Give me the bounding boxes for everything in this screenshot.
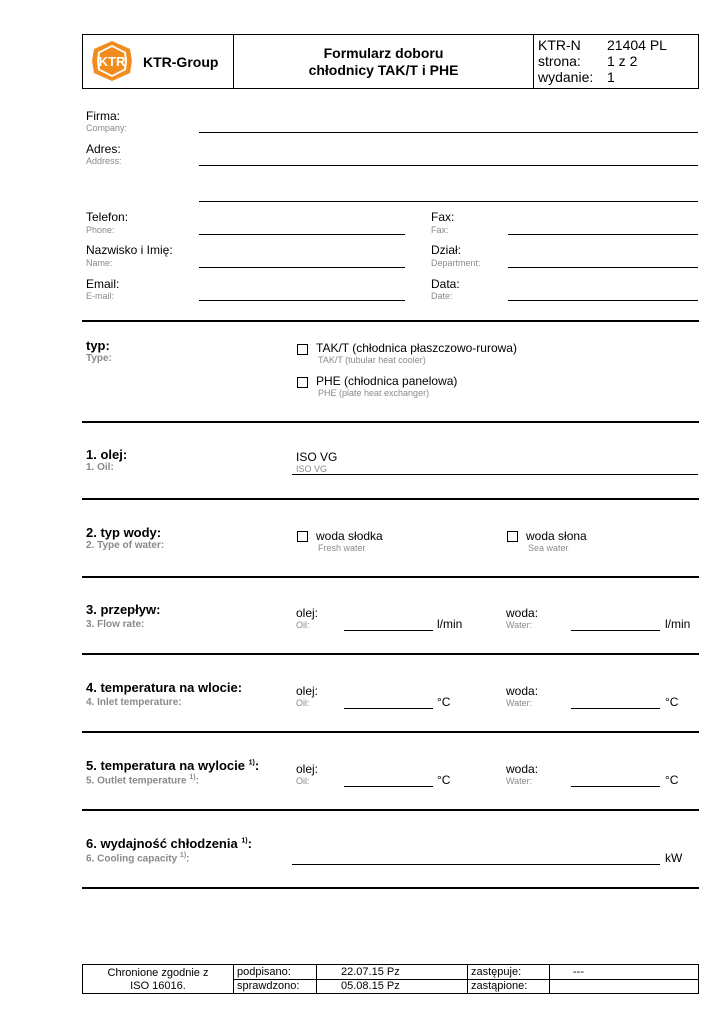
type-sub: Type: [86, 353, 112, 364]
email-sub: E-mail: [86, 291, 115, 301]
iso-note: Chronione zgodnie z ISO 16016. [83, 965, 234, 993]
flow-water-unit: l/min [665, 617, 691, 631]
doc-val: 21404 PL [607, 37, 667, 53]
section-divider [82, 576, 699, 578]
footnote-mark: 1) [189, 774, 196, 781]
oil-iso-label: ISO VG [296, 450, 338, 464]
flow-oil-sub: Oil: [296, 620, 310, 630]
capacity-unit: kW [665, 851, 683, 865]
title-line-2: chłodnicy TAK/T i PHE [308, 61, 459, 78]
outlet-oil-label: olej: [296, 762, 319, 776]
type-tak-checkbox[interactable] [297, 344, 308, 355]
flow-water-field[interactable] [571, 630, 660, 631]
type-phe-sub: PHE (plate heat exchanger) [318, 388, 430, 398]
checked-key: sprawdzono: [237, 980, 300, 992]
fresh-water-sub: Fresh water [318, 543, 366, 553]
section-divider [82, 498, 699, 500]
phone-sub: Phone: [86, 225, 115, 235]
fax-field[interactable] [508, 234, 698, 235]
page-key: strona: [538, 53, 581, 69]
fax-sub: Fax: [431, 225, 449, 235]
document-header [82, 34, 699, 89]
oil-label: 1. olej: [86, 447, 128, 462]
capacity-field[interactable] [292, 864, 660, 865]
flow-label: 3. przepływ: [86, 602, 161, 617]
company-sub: Company: [86, 123, 128, 133]
outlet-water-sub: Water: [506, 776, 533, 786]
inlet-oil-field[interactable] [344, 708, 433, 709]
inlet-water-label: woda: [506, 684, 539, 698]
type-label: typ: [86, 338, 110, 353]
email-label: Email: [86, 277, 120, 291]
footnote-mark: 1) [241, 837, 248, 845]
outlet-water-label: woda: [506, 762, 539, 776]
inlet-water-field[interactable] [571, 708, 660, 709]
section-divider [82, 887, 699, 889]
sea-water-checkbox[interactable] [507, 531, 518, 542]
phone-label: Telefon: [86, 210, 129, 224]
address-sub: Address: [86, 156, 122, 166]
replaces-key: zastępuje: [471, 966, 522, 978]
page-val: 1 z 2 [607, 53, 638, 69]
signed-key: podpisano: [237, 966, 291, 978]
date-label: Data: [431, 277, 460, 291]
checked-val: 05.08.15 Pz [341, 980, 400, 992]
type-tak-label: TAK/T (chłodnica płaszczowo-rurowa) [316, 341, 517, 355]
name-sub: Name: [86, 258, 113, 268]
fresh-water-checkbox[interactable] [297, 531, 308, 542]
type-phe-checkbox[interactable] [297, 377, 308, 388]
section-divider [82, 731, 699, 733]
section-divider [82, 809, 699, 811]
flow-oil-unit: l/min [437, 617, 463, 631]
flow-sub: 3. Flow rate: [86, 619, 145, 630]
footer-row-divider [234, 979, 698, 980]
company-label: Firma: [86, 109, 120, 123]
form-title [234, 35, 534, 88]
date-sub: Date: [431, 291, 453, 301]
ktr-logo-icon [91, 40, 133, 82]
department-sub: Department: [431, 258, 481, 268]
inlet-label: 4. temperatura na wlocie: [86, 680, 243, 695]
department-field[interactable] [508, 267, 698, 268]
oil-iso-sub: ISO VG [296, 464, 328, 474]
brand-name: KTR-Group [143, 54, 219, 70]
sea-water-label: woda słona [526, 529, 587, 543]
inlet-oil-label: olej: [296, 684, 319, 698]
footer-col-divider [549, 965, 550, 993]
oil-sub: 1. Oil: [86, 462, 114, 473]
logo-cell [83, 35, 234, 88]
inlet-oil-sub: Oil: [296, 698, 310, 708]
type-tak-sub: TAK/T (tubular heat cooler) [318, 355, 426, 365]
company-field[interactable] [199, 132, 698, 133]
flow-oil-field[interactable] [344, 630, 433, 631]
sea-water-sub: Sea water [528, 543, 569, 553]
inlet-water-unit: °C [665, 695, 679, 709]
outlet-oil-sub: Oil: [296, 776, 310, 786]
department-label: Dział: [431, 243, 462, 257]
water-sub: 2. Type of water: [86, 540, 165, 551]
outlet-label: 5. temperatura na wylocie $^{1)}$: [86, 758, 260, 773]
section-divider [82, 653, 699, 655]
outlet-oil-field[interactable] [344, 786, 433, 787]
doc-info [534, 35, 700, 88]
title-line-1: Formularz doboru [323, 44, 444, 61]
oil-iso-field[interactable] [292, 474, 698, 475]
outlet-oil-unit: °C [437, 773, 451, 787]
type-phe-label: PHE (chłodnica panelowa) [316, 374, 458, 388]
name-field[interactable] [199, 267, 405, 268]
phone-field[interactable] [199, 234, 405, 235]
outlet-water-field[interactable] [571, 786, 660, 787]
replaces-val: --- [573, 966, 584, 978]
flow-water-label: woda: [506, 606, 539, 620]
signed-val: 22.07.15 Pz [341, 966, 400, 978]
footer-col-divider [467, 965, 468, 993]
edition-key: wydanie: [538, 69, 594, 85]
email-field[interactable] [199, 300, 405, 301]
doc-key: KTR-N [538, 37, 581, 53]
fax-label: Fax: [431, 210, 455, 224]
capacity-sub: 6. Cooling capacity $^{1)}$: [86, 852, 190, 865]
fresh-water-label: woda słodka [316, 529, 383, 543]
section-divider [82, 320, 699, 322]
outlet-water-unit: °C [665, 773, 679, 787]
section-divider [82, 421, 699, 423]
name-label: Nazwisko i Imię: [86, 243, 173, 257]
inlet-oil-unit: °C [437, 695, 451, 709]
address-field-1[interactable] [199, 165, 698, 166]
address-field-2[interactable] [199, 201, 698, 202]
footer-col-divider [316, 965, 317, 993]
edition-val: 1 [607, 69, 615, 85]
footnote-mark: 1) [248, 759, 255, 767]
flow-oil-label: olej: [296, 606, 319, 620]
flow-water-sub: Water: [506, 620, 533, 630]
replaced-key: zastąpione: [471, 980, 528, 992]
footnote-mark: 1) [179, 852, 187, 859]
outlet-sub: 5. Outlet temperature $^{1)}$: [86, 774, 199, 787]
document-footer [82, 964, 699, 994]
capacity-label: 6. wydajność chłodzenia $^{1)}$: [86, 836, 252, 851]
inlet-sub: 4. Inlet temperature: [86, 697, 182, 708]
address-label: Adres: [86, 142, 121, 156]
inlet-water-sub: Water: [506, 698, 533, 708]
logo-text: KTR [98, 54, 126, 69]
date-field[interactable] [508, 300, 698, 301]
water-label: 2. typ wody: [86, 525, 162, 540]
